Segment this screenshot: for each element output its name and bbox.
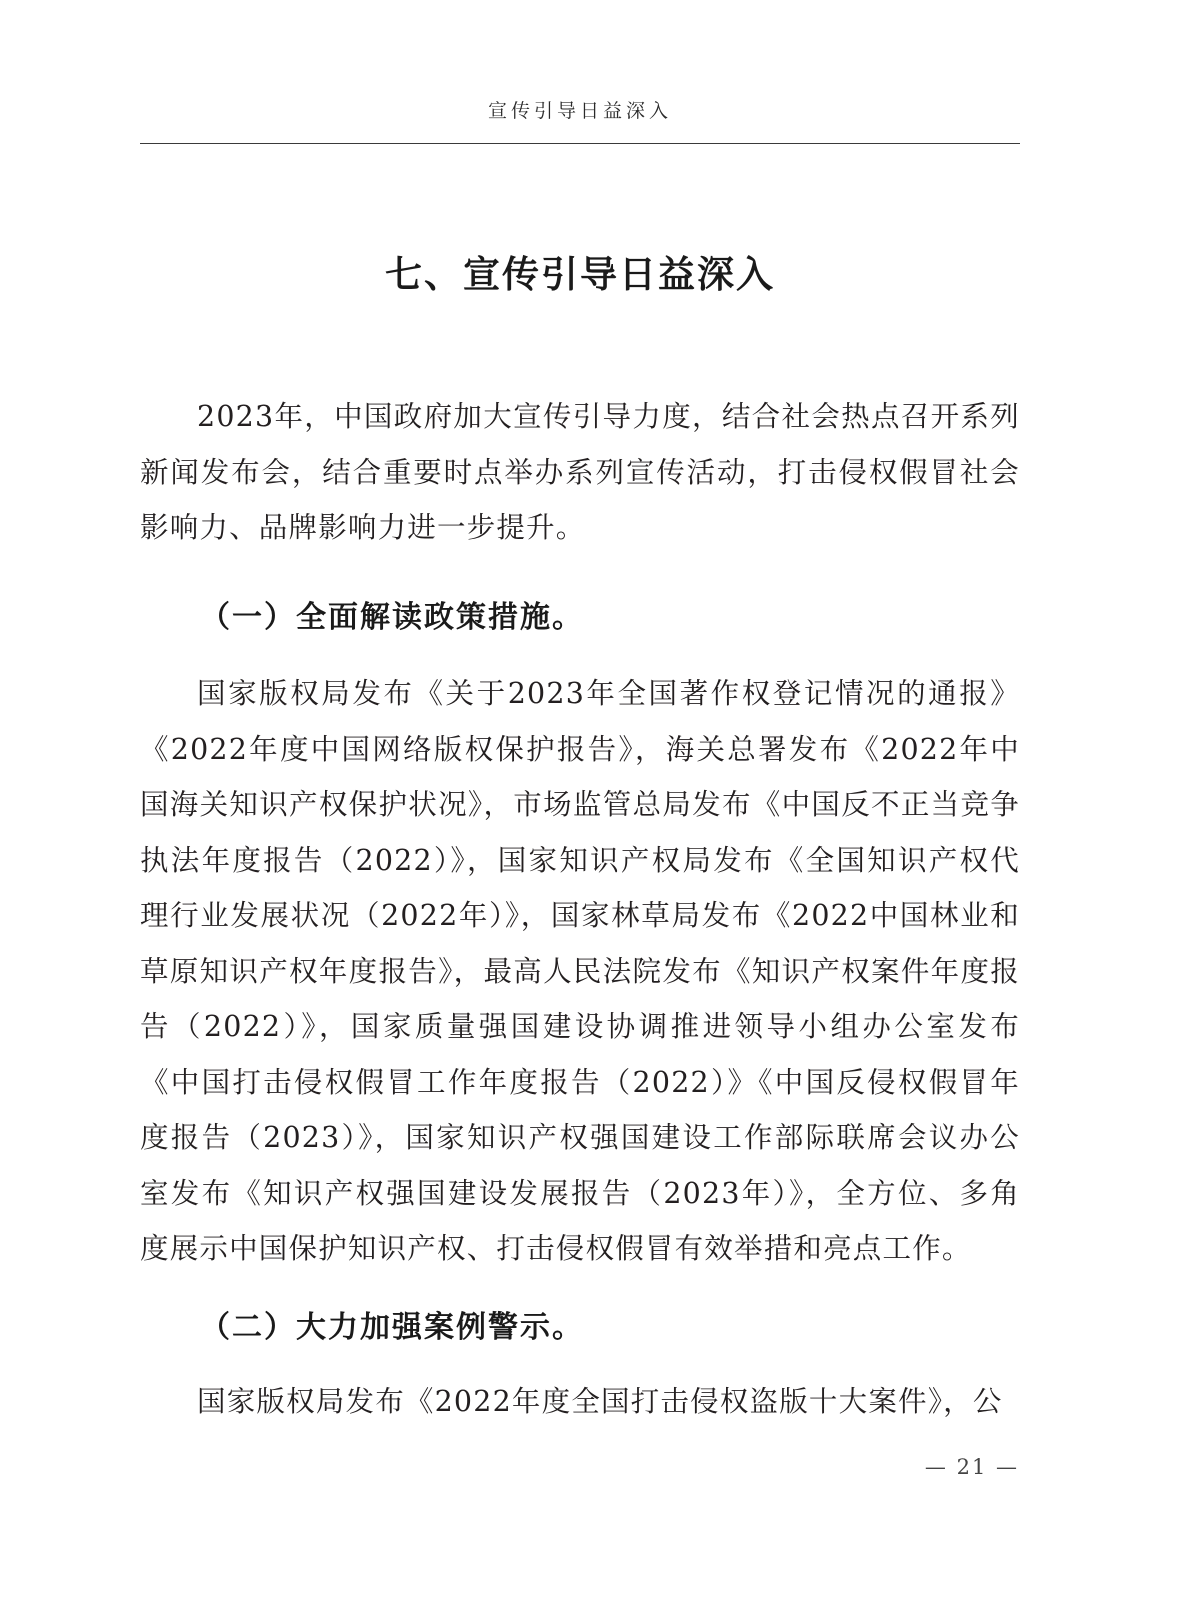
running-header: 宣传引导日益深入 <box>487 100 672 122</box>
page-number: — 21 — <box>924 1455 1019 1479</box>
section-paragraph-cases: 国家版权局发布《2022年度全国打击侵权盗版十大案件》，公 <box>197 1385 1003 1418</box>
section-heading-policy: （一）全面解读政策措施。 <box>200 600 584 635</box>
intro-paragraph: 2023年，中国政府加大宣传引导力度，结合社会热点召开系列新闻发布会，结合重要时点举办系列宣传活动，打击侵权假冒社会影响力、品牌影响力进一步提升。 <box>140 400 1020 544</box>
section-paragraph-policy: 国家版权局发布《关于2023年全国著作权登记情况的通报》《2022年度中国网络版权保护报告》，海关总署发布《2022年中国海关知识产权保护状况》，市场监管总局发布《中国反不正当竞争执法年度报告（2022）》，国家知识产权局发布《全国知识产权代理行业发展状况（2022年）》，国家林草局发布《2022中国林业和草原知识产权年度报告》，最高人民法院发布《知识产权案件年度报告（2022）》，国家质量强国建设协调推进领导小组办公室发布《中国打击侵权假冒工作年度报告（2022）》《中国反侵权假冒年度报告（2023）》，国家知识产权强国建设工作部际联席会议办公室发布《知识产权强国建设发展报告（2023年）》，全方位、多角度展示中国保护知识产权、打击侵权假冒有效举措和亮点工作。 <box>140 677 1020 1265</box>
chapter-title: 七、宣传引导日益深入 <box>385 252 775 296</box>
section-heading-cases: （二）大力加强案例警示。 <box>200 1310 584 1345</box>
header-divider <box>140 143 1020 144</box>
